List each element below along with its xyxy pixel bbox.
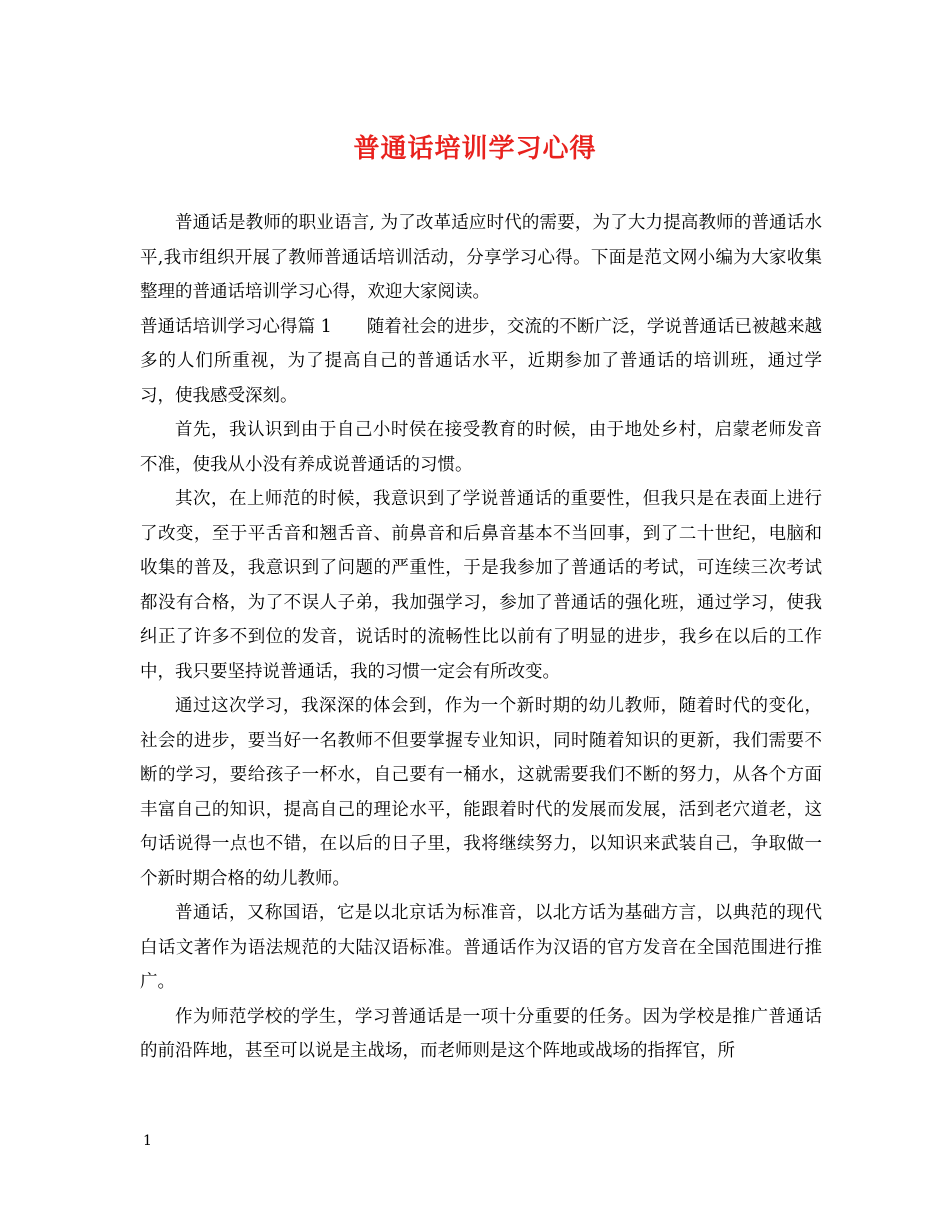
paragraph-definition: 普通话，又称国语，它是以北京话为标准音，以北方话为基础方言，以典范的现代白话文著作为语法规范的大陆汉语标准。普通话作为汉语的官方发音在全国范围进行推广。: [140, 903, 822, 992]
paragraph-reflection: 通过这次学习，我深深的体会到，作为一个新时期的幼儿教师，随着时代的变化，社会的进步，要当好一名教师不但要掌握专业知识，同时随着知识的更新，我们需要不断的学习，要给孩子一杯水，自己要有一桶水，这就需要我们不断的努力，从各个方面丰富自己的知识，提高自己的理论水平，能跟着时代的发展而发展，活到老穴道老，这句话说得一点也不错，在以后的日子里，我将继续努力，以知识来武装自己，争取做一个新时期合格的幼儿教师。: [140, 696, 822, 889]
document-title: 普通话培训学习心得: [353, 134, 597, 164]
paragraph-second: 其次，在上师范的时候，我意识到了学说普通话的重要性，但我只是在表面上进行了改变，至于平舌音和翘舌音、前鼻音和后鼻音基本不当回事，到了二十世纪，电脑和收集的普及，我意识到了问题的严重性，于是我参加了普通话的考试，可连续三次考试都没有合格，为了不误人子弟，我加强学习，参加了普通话的强化班，通过学习，使我纠正了许多不到位的发音，说话时的流畅性比以前有了明显的进步，我乡在以后的工作中，我只要坚持说普通话，我的习惯一定会有所改变。: [140, 489, 822, 682]
paragraph-student: 作为师范学校的学生，学习普通话是一项十分重要的任务。因为学校是推广普通话的前沿阵地，甚至可以说是主战场，而老师则是这个阵地或战场的指挥官，所: [140, 1006, 822, 1061]
paragraph-first: 首先，我认识到由于自己小时侯在接受教育的时候，由于地处乡村，启蒙老师发音不准，使我从小没有养成说普通话的习惯。: [140, 420, 822, 475]
page-number: 1: [143, 1133, 152, 1149]
paragraph-section-1: 普通话培训学习心得篇 1 随着社会的进步，交流的不断广泛，学说普通话已被越来越多的人们所重视，为了提高自己的普通话水平，近期参加了普通话的培训班，通过学习，使我感受深刻。: [140, 316, 822, 406]
paragraph-intro: 普通话是教师的职业语言, 为了改革适应时代的需要，为了大力提高教师的普通话水平,我市组织开展了教师普通话培训活动，分享学习心得。下面是范文网小编为大家收集整理的普通话培训学习心得，欢迎大家阅读。: [140, 213, 822, 302]
document-body: [140, 206, 822, 1069]
